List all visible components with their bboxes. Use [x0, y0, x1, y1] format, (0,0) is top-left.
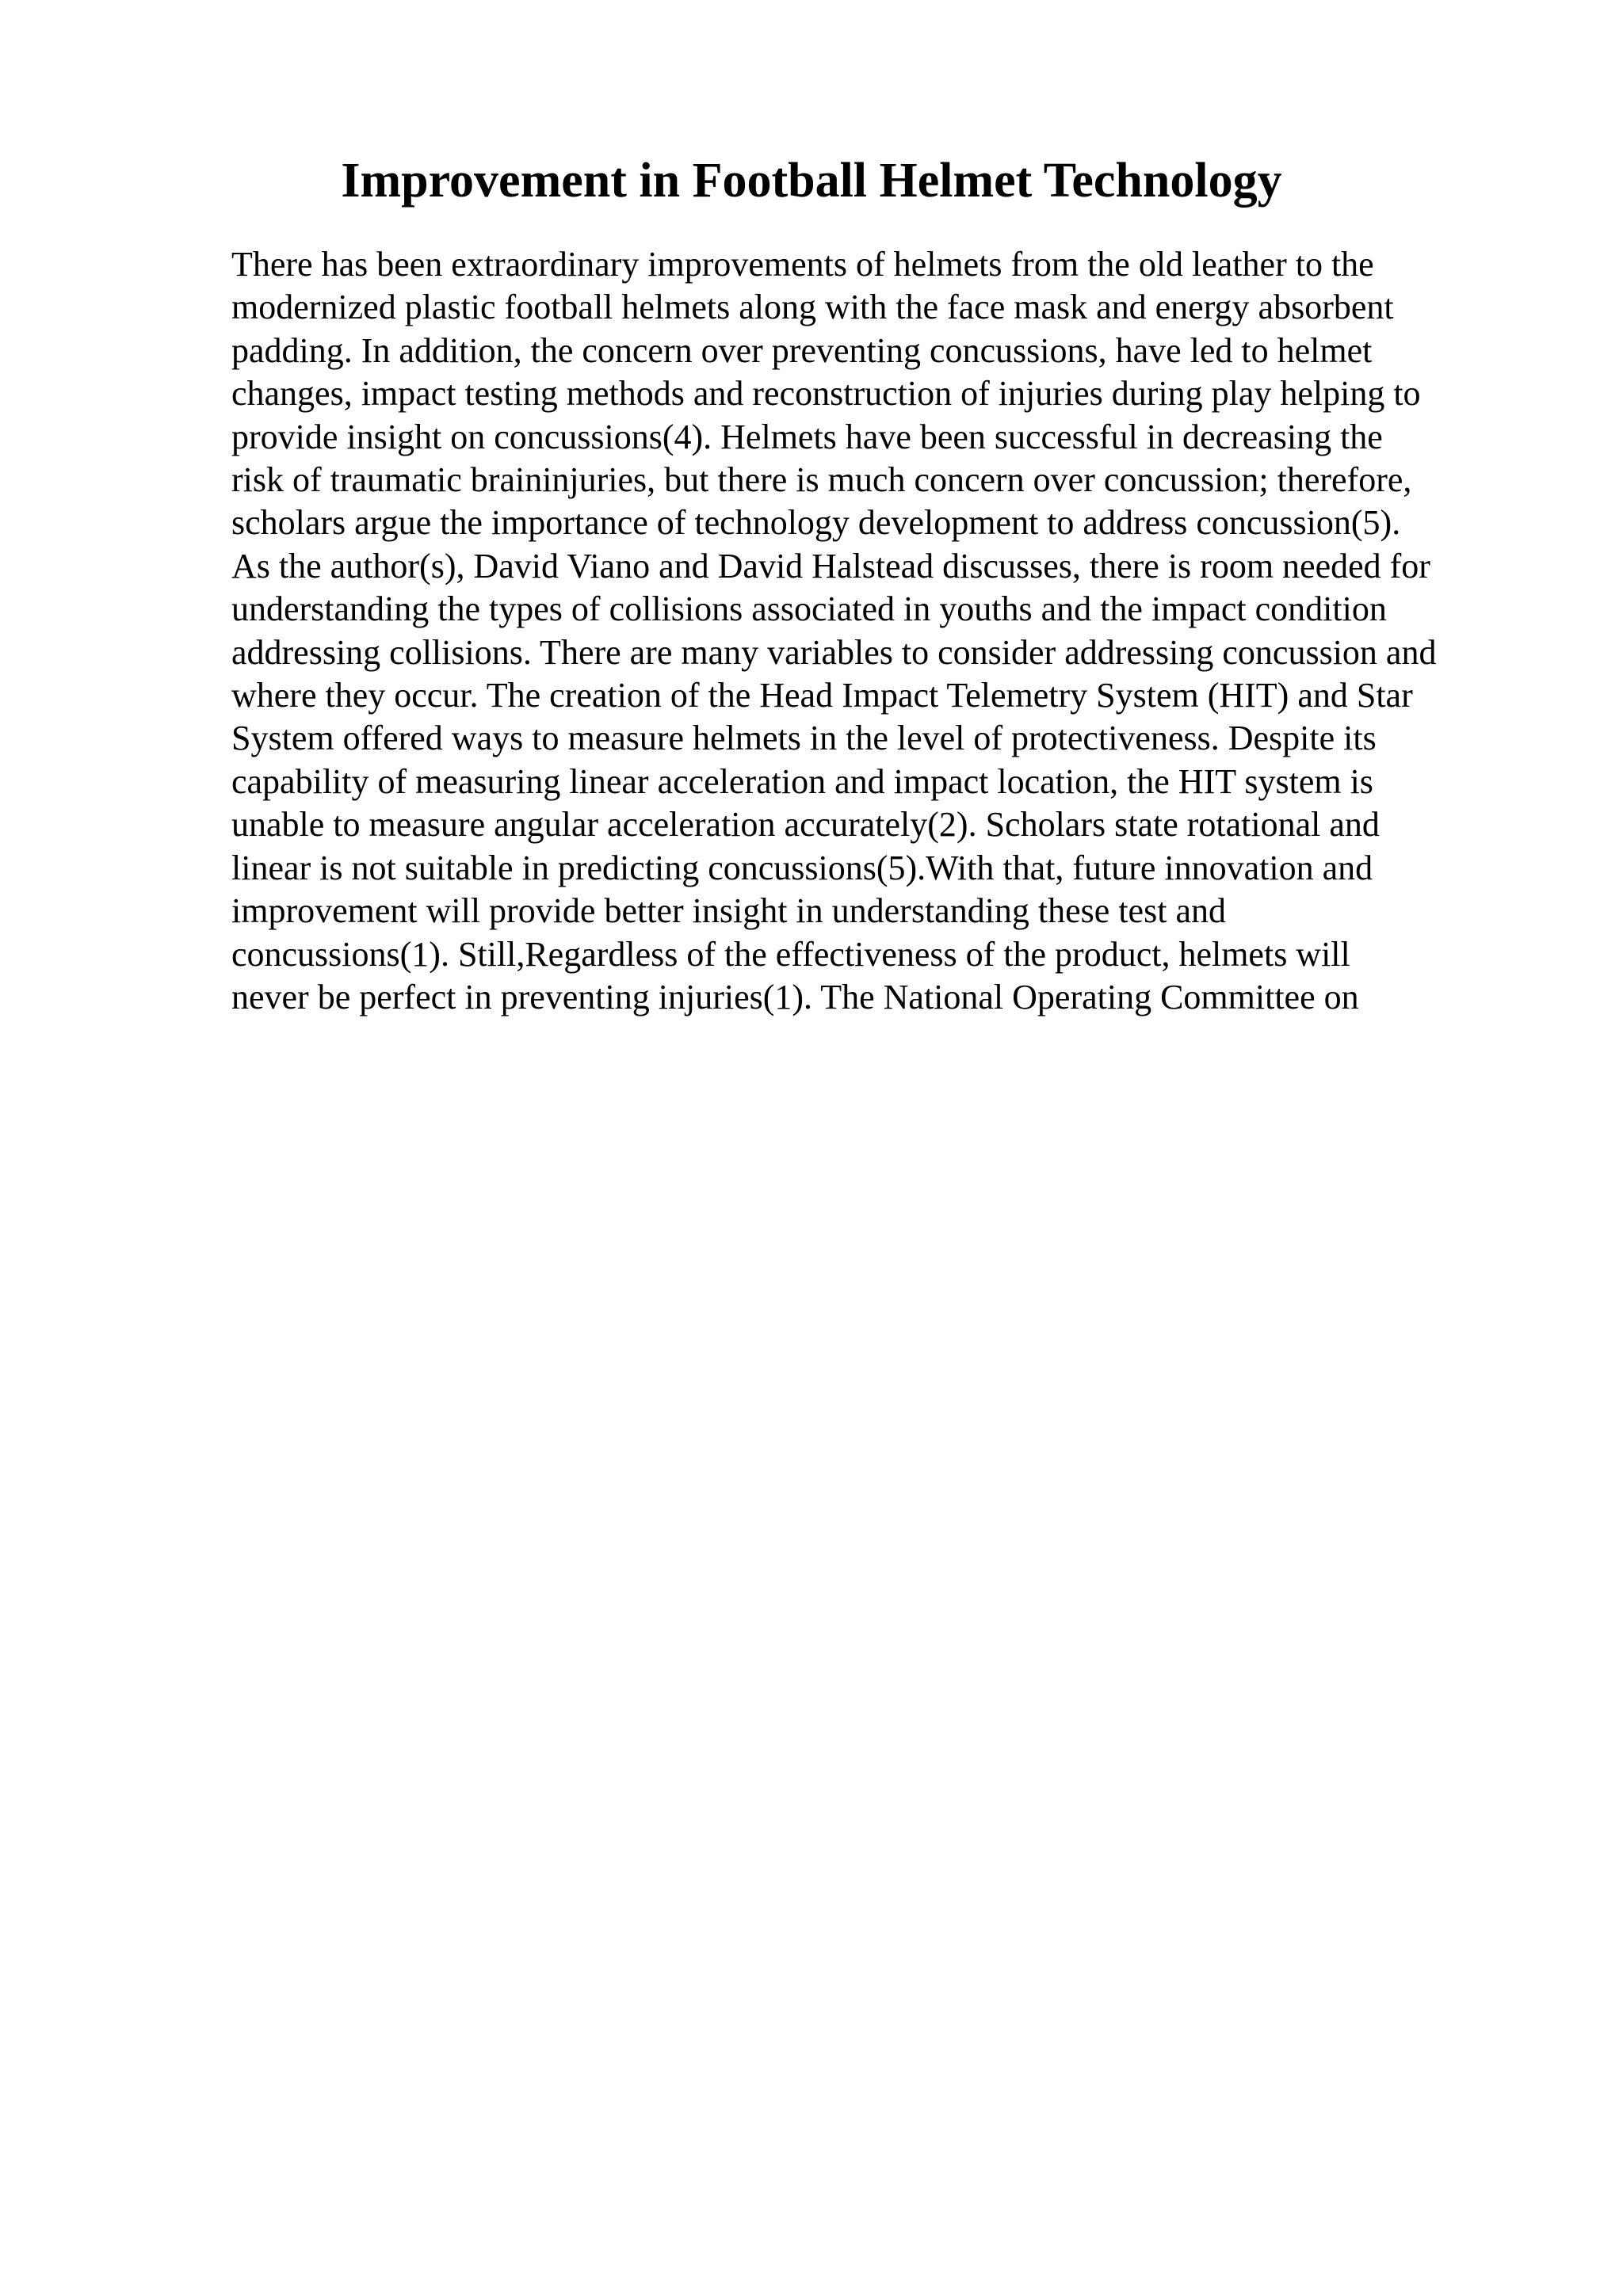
paragraph-line: understanding the types of collisions associated in youths and the impact condition	[231, 589, 1387, 629]
paragraph-line: modernized plastic football helmets along with the face mask and energy absorbent	[231, 288, 1394, 327]
paragraph-line: unable to measure angular acceleration accurately(2). Scholars state rotational and	[231, 805, 1380, 845]
paragraph-line: concussions(1). Still,Regardless of the effectiveness of the product, helmets will	[231, 934, 1350, 974]
paragraph-line: provide insight on concussions(4). Helmets have been successful in decreasing the	[231, 417, 1383, 456]
document-title: Improvement in Football Helmet Technology	[341, 154, 1282, 208]
body-paragraph	[231, 243, 1531, 1019]
paragraph-line: changes, impact testing methods and reconstruction of injuries during play helping to	[231, 374, 1421, 414]
paragraph-line: System offered ways to measure helmets in the level of protectiveness. Despite its	[231, 719, 1377, 758]
paragraph-line: improvement will provide better insight in understanding these test and	[231, 891, 1226, 931]
paragraph-line: scholars argue the importance of technology development to address concussion(5).	[231, 503, 1401, 543]
paragraph-line: addressing collisions. There are many variables to consider addressing concussion and	[231, 632, 1437, 672]
paragraph-line: capability of measuring linear acceleration and impact location, the HIT system is	[231, 761, 1373, 801]
paragraph-line: linear is not suitable in predicting concussions(5).With that, future innovation and	[231, 848, 1373, 887]
paragraph-line: padding. In addition, the concern over preventing concussions, have led to helmet	[231, 330, 1373, 370]
paragraph-line: where they occur. The creation of the Head Impact Telemetry System (HIT) and Star	[231, 676, 1413, 715]
paragraph-line: There has been extraordinary improvements of helmets from the old leather to the	[231, 245, 1374, 284]
paragraph-line: As the author(s), David Viano and David Halstead discusses, there is room needed for	[231, 546, 1430, 585]
paragraph-line: never be perfect in preventing injuries(1). The National Operating Committee on	[231, 977, 1359, 1016]
paragraph-line: risk of traumatic braininjuries, but there is much concern over concussion; therefore,	[231, 460, 1412, 500]
